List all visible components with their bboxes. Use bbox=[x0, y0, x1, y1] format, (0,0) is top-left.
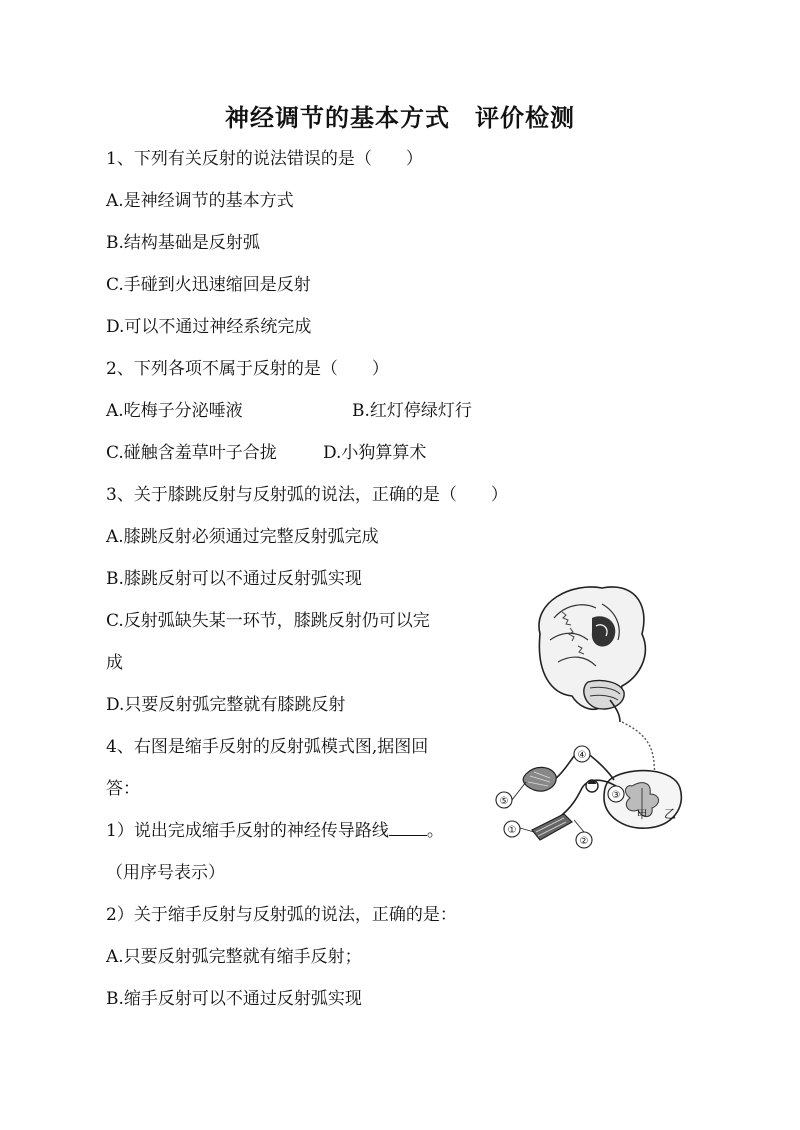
q1-option-b: B.结构基础是反射弧 bbox=[106, 233, 260, 253]
q2-option-d: D.小狗算算术 bbox=[323, 443, 427, 463]
q1-option-a: A.是神经调节的基本方式 bbox=[106, 191, 294, 211]
label-4: ④ bbox=[577, 750, 587, 761]
q3-option-c-line1: C.反射弧缺失某一环节，膝跳反射仍可以完 bbox=[106, 611, 430, 631]
label-3: ③ bbox=[611, 790, 621, 801]
q3-stem: 3、关于膝跳反射与反射弧的说法，正确的是（ ） bbox=[106, 485, 508, 505]
q4-part2: 2）关于缩手反射与反射弧的说法，正确的是： bbox=[106, 905, 457, 925]
label-1: ① bbox=[507, 825, 517, 836]
q1-option-d: D.可以不通过神经系统完成 bbox=[106, 317, 312, 337]
label-jia: 甲 bbox=[636, 808, 648, 821]
q1-option-c: C.手碰到火迅速缩回是反射 bbox=[106, 275, 311, 295]
q2-option-a: A.吃梅子分泌唾液 bbox=[106, 401, 243, 421]
q4-part1-end: 。 bbox=[426, 821, 444, 841]
label-5: ⑤ bbox=[499, 796, 509, 807]
label-yi: 乙 bbox=[663, 807, 677, 821]
q4-part1-note: （用序号表示） bbox=[106, 863, 225, 883]
q3-option-b: B.膝跳反射可以不通过反射弧实现 bbox=[106, 569, 362, 589]
q4-stem-line2: 答： bbox=[106, 779, 140, 799]
q4-part1 bbox=[106, 820, 444, 842]
q4-option-b: B.缩手反射可以不通过反射弧实现 bbox=[106, 989, 362, 1009]
receptor-skin bbox=[532, 814, 572, 840]
q4-stem-line1: 4、右图是缩手反射的反射弧模式图,据图回 bbox=[106, 737, 429, 757]
q1-stem: 1、下列有关反射的说法错误的是（ ） bbox=[106, 149, 423, 169]
q2-option-b: B.红灯停绿灯行 bbox=[352, 401, 472, 421]
q3-option-a: A.膝跳反射必须通过完整反射弧完成 bbox=[106, 527, 379, 547]
q4-option-a: A.只要反射弧完整就有缩手反射； bbox=[106, 947, 362, 967]
label-2: ② bbox=[579, 836, 589, 847]
q3-option-d: D.只要反射弧完整就有膝跳反射 bbox=[106, 695, 346, 715]
q2-option-c: C.碰触含羞草叶子合拢 bbox=[106, 443, 277, 463]
brain-illustration bbox=[539, 587, 645, 722]
page-title: 神经调节的基本方式 评价检测 bbox=[225, 103, 575, 132]
effector-muscle bbox=[523, 767, 556, 791]
reflex-arc-diagram bbox=[492, 582, 714, 862]
q4-part1-text: 1）说出完成缩手反射的神经传导路线 bbox=[106, 821, 389, 841]
q2-stem: 2、下列各项不属于反射的是（ ） bbox=[106, 359, 389, 379]
answer-blank[interactable] bbox=[389, 820, 427, 836]
q3-option-c-line2: 成 bbox=[106, 653, 123, 673]
